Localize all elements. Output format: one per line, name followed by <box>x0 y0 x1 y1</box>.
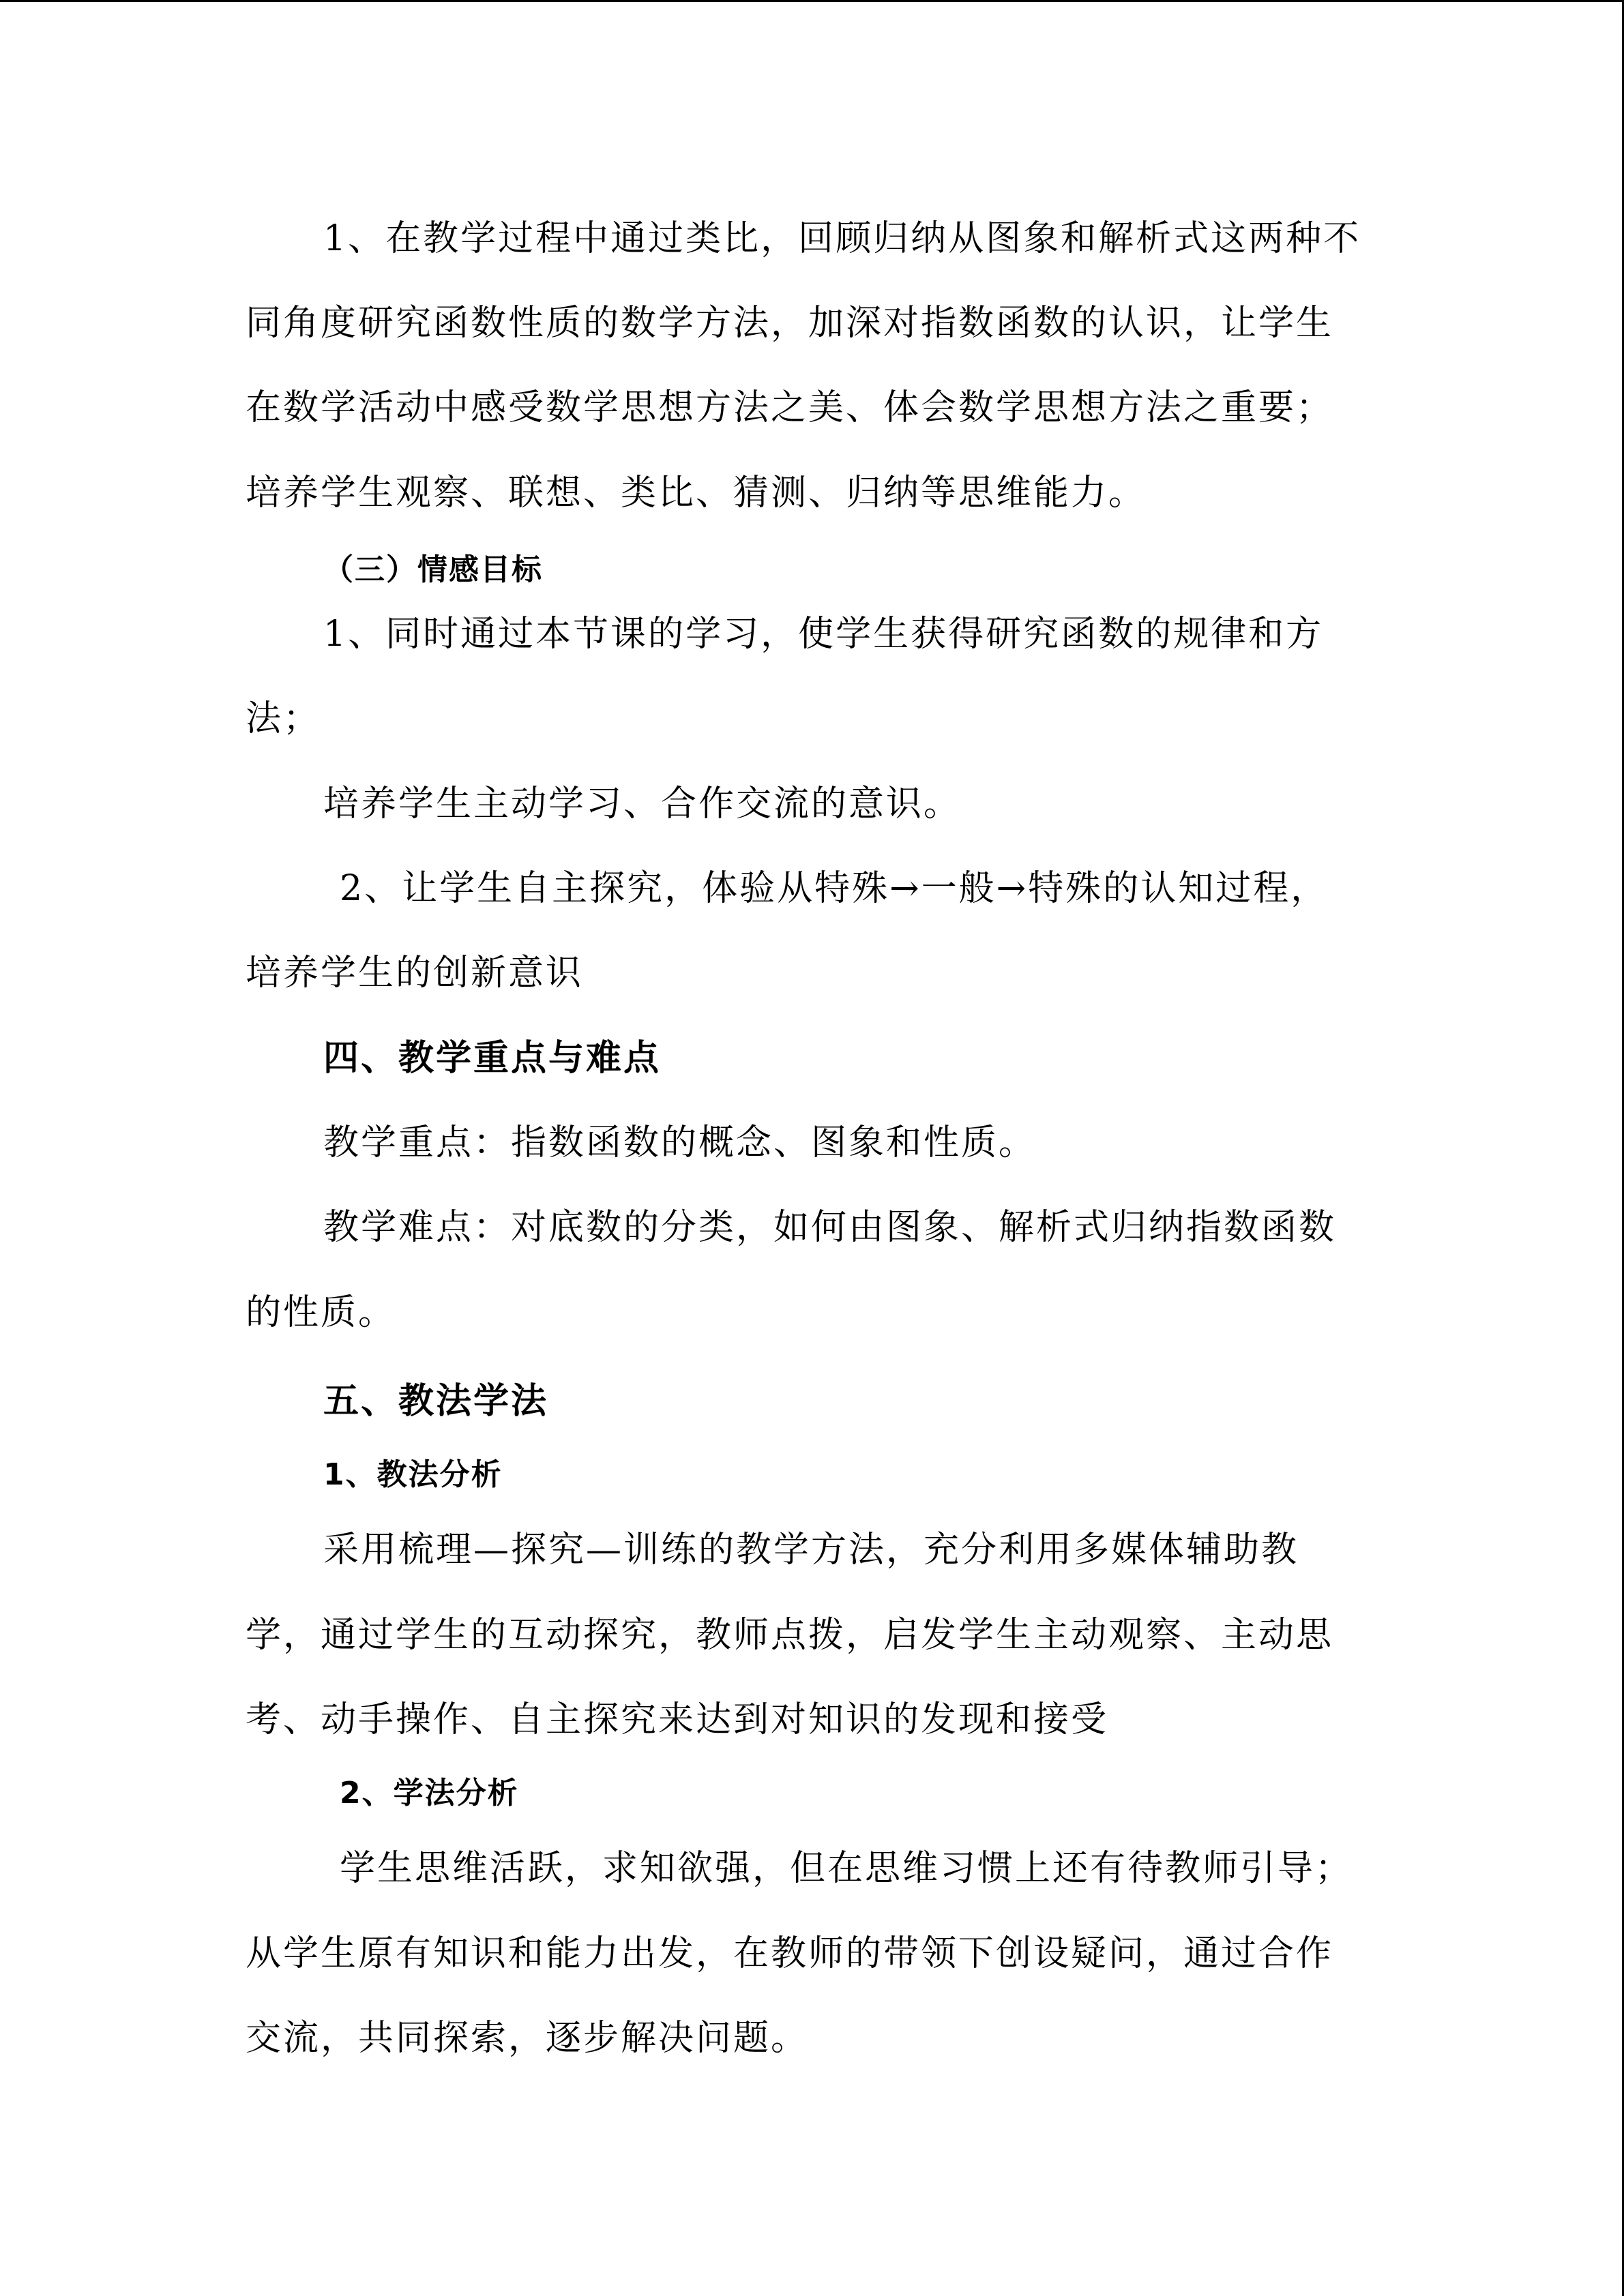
section-heading: 四、教学重点与难点 <box>323 1038 662 1079</box>
paragraph-line: 培养学生观察、联想、类比、猜测、归纳等思维能力。 <box>246 473 1147 513</box>
paragraph-line: 1、同时通过本节课的学习，使学生获得研究函数的规律和方 <box>323 614 1324 655</box>
paragraph-line: 教学重点：指数函数的概念、图象和性质。 <box>323 1122 1037 1163</box>
paragraph-line: 法； <box>246 698 321 739</box>
paragraph-line: 交流，共同探索，逐步解决问题。 <box>246 2018 809 2059</box>
section-heading: 五、教法学法 <box>323 1381 549 1422</box>
paragraph-line: 从学生原有知识和能力出发，在教师的带领下创设疑问，通过合作 <box>246 1933 1334 1974</box>
section-subheading: 2、学法分析 <box>340 1776 519 1810</box>
paragraph-line: 同角度研究函数性质的数学方法，加深对指数函数的认识，让学生 <box>246 303 1334 344</box>
paragraph-line: 培养学生主动学习、合作交流的意识。 <box>323 784 962 824</box>
paragraph-line: 采用梳理—探究—训练的教学方法，充分利用多媒体辅助教 <box>323 1530 1299 1570</box>
paragraph-line: 的性质。 <box>246 1292 396 1333</box>
section-subheading: 1、教法分析 <box>323 1457 503 1492</box>
paragraph-line: 在数学活动中感受数学思想方法之美、体会数学思想方法之重要； <box>246 387 1334 428</box>
paragraph-line: 1、在教学过程中通过类比，回顾归纳从图象和解析式这两种不 <box>323 218 1361 259</box>
paragraph-line: 学生思维活跃，求知欲强，但在思维习惯上还有待教师引导； <box>340 1848 1353 1889</box>
paragraph-line: 教学难点：对底数的分类，如何由图象、解析式归纳指数函数 <box>323 1207 1337 1248</box>
paragraph-line: 2、让学生自主探究，体验从特殊→一般→特殊的认知过程， <box>340 868 1329 909</box>
section-subheading: （三）情感目标 <box>323 552 543 587</box>
paragraph-line: 学，通过学生的互动探究，教师点拨，启发学生主动观察、主动思 <box>246 1615 1334 1656</box>
paragraph-line: 培养学生的创新意识 <box>246 953 584 994</box>
paragraph-line: 考、动手操作、自主探究来达到对知识的发现和接受 <box>246 1699 1109 1740</box>
